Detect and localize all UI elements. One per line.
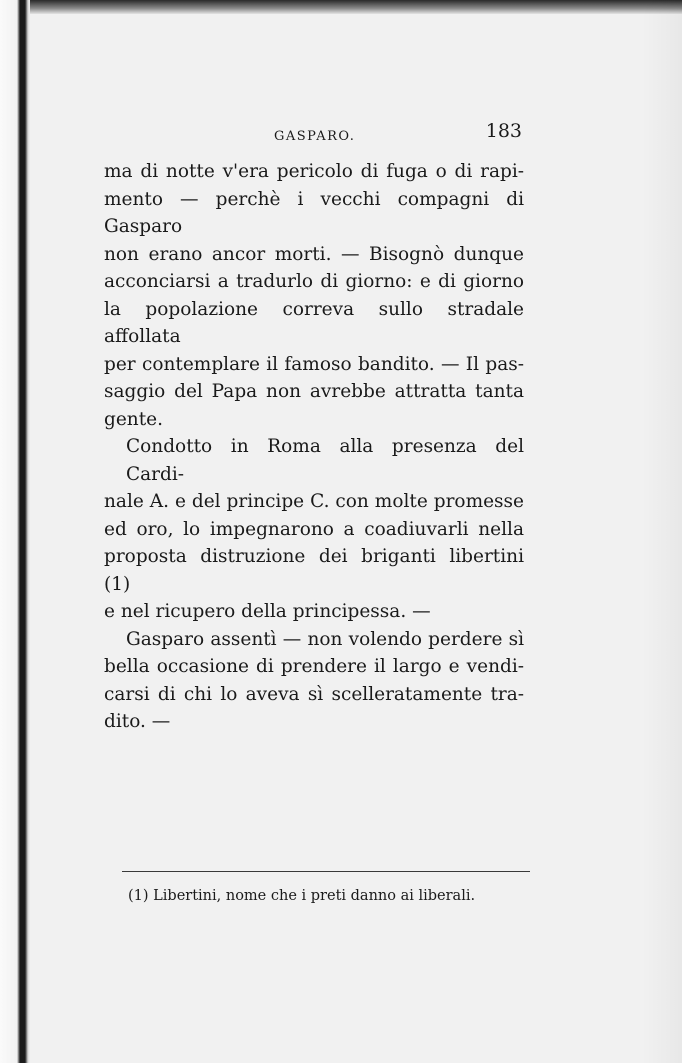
footnote: (1) Libertini, nome che i preti danno ai liberali. [128, 888, 476, 904]
text-line: bella occasione di prendere il largo e vendi- [104, 656, 524, 677]
text-line: ma di notte v'era pericolo di fuga o di rapi- [104, 161, 524, 182]
page-top-edge [0, 0, 682, 14]
text-line: gente. [104, 408, 163, 430]
text-line: Condotto in Roma alla presenza del Cardi- [126, 436, 524, 485]
running-head [104, 118, 522, 148]
page-number: 183 [485, 120, 522, 142]
page-edge-shadow [642, 0, 682, 1063]
book-spine [0, 0, 30, 1063]
text-line: ed oro, lo impegnarono a coadiuvarli nella [104, 518, 524, 540]
text-line: carsi di chi lo aveva sì scelleratamente tra- [104, 683, 524, 705]
footnote-rule [122, 871, 530, 872]
text-line: per contemplare il famoso bandito. — Il pas- [104, 353, 524, 375]
text-line: la popolazione correva sullo stradale affollata [104, 298, 524, 347]
text-line: proposta distruzione dei briganti libertini (1) [104, 546, 524, 595]
text-line: dito. — [104, 711, 171, 732]
text-line: nale A. e del principe C. con molte promesse [104, 491, 524, 512]
text-line: mento — perchè i vecchi compagni di Gasparo [104, 188, 524, 237]
running-title: GASPARO. [274, 129, 356, 144]
text-line: Gasparo assentì — non volendo perdere sì [126, 628, 524, 650]
body-text [104, 158, 524, 736]
text-line: non erano ancor morti. — Bisognò dunque [104, 243, 524, 265]
text-line: saggio del Papa non avrebbe attratta tanta [104, 381, 524, 402]
text-line: acconciarsi a tradurlo di giorno: e di giorno [104, 271, 524, 292]
text-line: e nel ricupero della principessa. — [104, 601, 431, 622]
